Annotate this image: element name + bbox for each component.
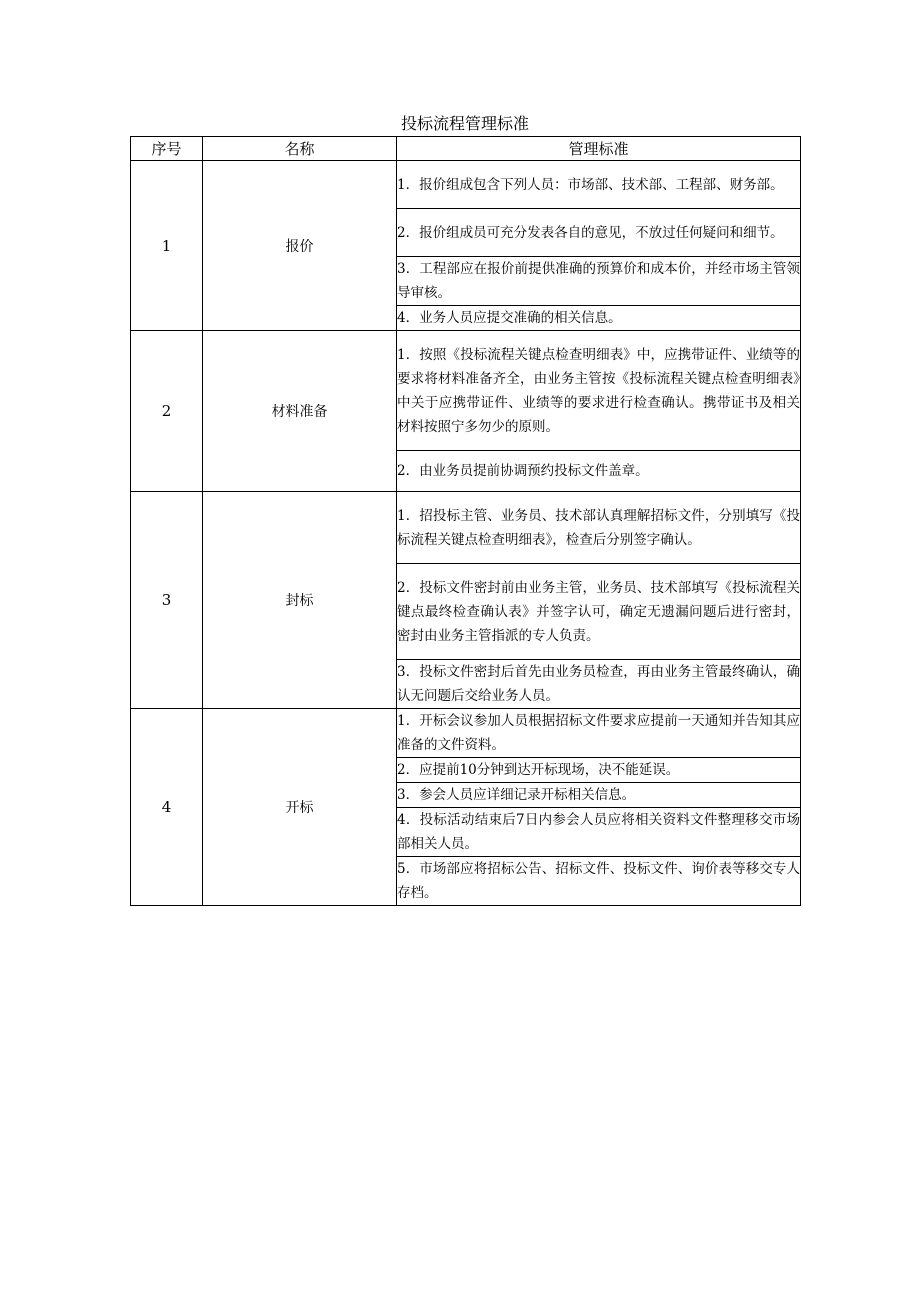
standard-item: 1．按照《投标流程关键点检查明细表》中，应携带证件、业绩等的要求将材料准备齐全，由业务主管按《投标流程关键点检查明细表》中关于应携带证件、业绩等的要求进行检查确认。携带证书及相关材料按照宁多勿少的原则。 xyxy=(397,331,801,451)
standard-item: 3．参会人员应详细记录开标相关信息。 xyxy=(397,783,801,808)
standard-item: 1．开标会议参加人员根据招标文件要求应提前一天通知并告知其应准备的文件资料。 xyxy=(397,709,801,758)
document-title: 投标流程管理标准 xyxy=(400,114,529,133)
table-row xyxy=(131,161,801,209)
standard-item: 2．投标文件密封前由业务主管，业务员、技术部填写《投标流程关键点最终检查确认表》并签字认可，确定无遗漏问题后进行密封，密封由业务主管指派的专人负责。 xyxy=(397,564,801,660)
header-no: 序号 xyxy=(131,137,203,161)
row-number: 4 xyxy=(131,709,203,906)
row-name: 封标 xyxy=(203,492,397,709)
table-row xyxy=(131,331,801,451)
standard-item: 2．由业务员提前协调预约投标文件盖章。 xyxy=(397,451,801,492)
table-row xyxy=(131,709,801,758)
row-number: 3 xyxy=(131,492,203,709)
row-number: 1 xyxy=(131,161,203,331)
header-standard: 管理标准 xyxy=(397,137,801,161)
standard-item: 2．应提前10分钟到达开标现场，决不能延误。 xyxy=(397,758,801,783)
row-name: 报价 xyxy=(203,161,397,331)
standard-item: 2．报价组成员可充分发表各自的意见，不放过任何疑问和细节。 xyxy=(397,209,801,257)
row-number: 2 xyxy=(131,331,203,492)
row-name: 开标 xyxy=(203,709,397,906)
standard-item: 1．招投标主管、业务员、技术部认真理解招标文件，分别填写《投标流程关键点检查明细表》，检查后分别签字确认。 xyxy=(397,492,801,564)
row-name: 材料准备 xyxy=(203,331,397,492)
standard-item: 3．工程部应在报价前提供准确的预算价和成本价，并经市场主管领导审核。 xyxy=(397,257,801,306)
standard-item: 1．报价组成包含下列人员：市场部、技术部、工程部、财务部。 xyxy=(397,161,801,209)
standard-item: 4．投标活动结束后7日内参会人员应将相关资料文件整理移交市场部相关人员。 xyxy=(397,808,801,857)
standard-item: 5．市场部应将招标公告、招标文件、投标文件、询价表等移交专人存档。 xyxy=(397,857,801,906)
header-row xyxy=(131,137,801,161)
standards-table xyxy=(130,136,801,906)
header-name: 名称 xyxy=(203,137,397,161)
standard-item: 4．业务人员应提交准确的相关信息。 xyxy=(397,306,801,331)
table-row xyxy=(131,492,801,564)
standard-item: 3．投标文件密封后首先由业务员检查，再由业务主管最终确认，确认无问题后交给业务人员。 xyxy=(397,660,801,709)
